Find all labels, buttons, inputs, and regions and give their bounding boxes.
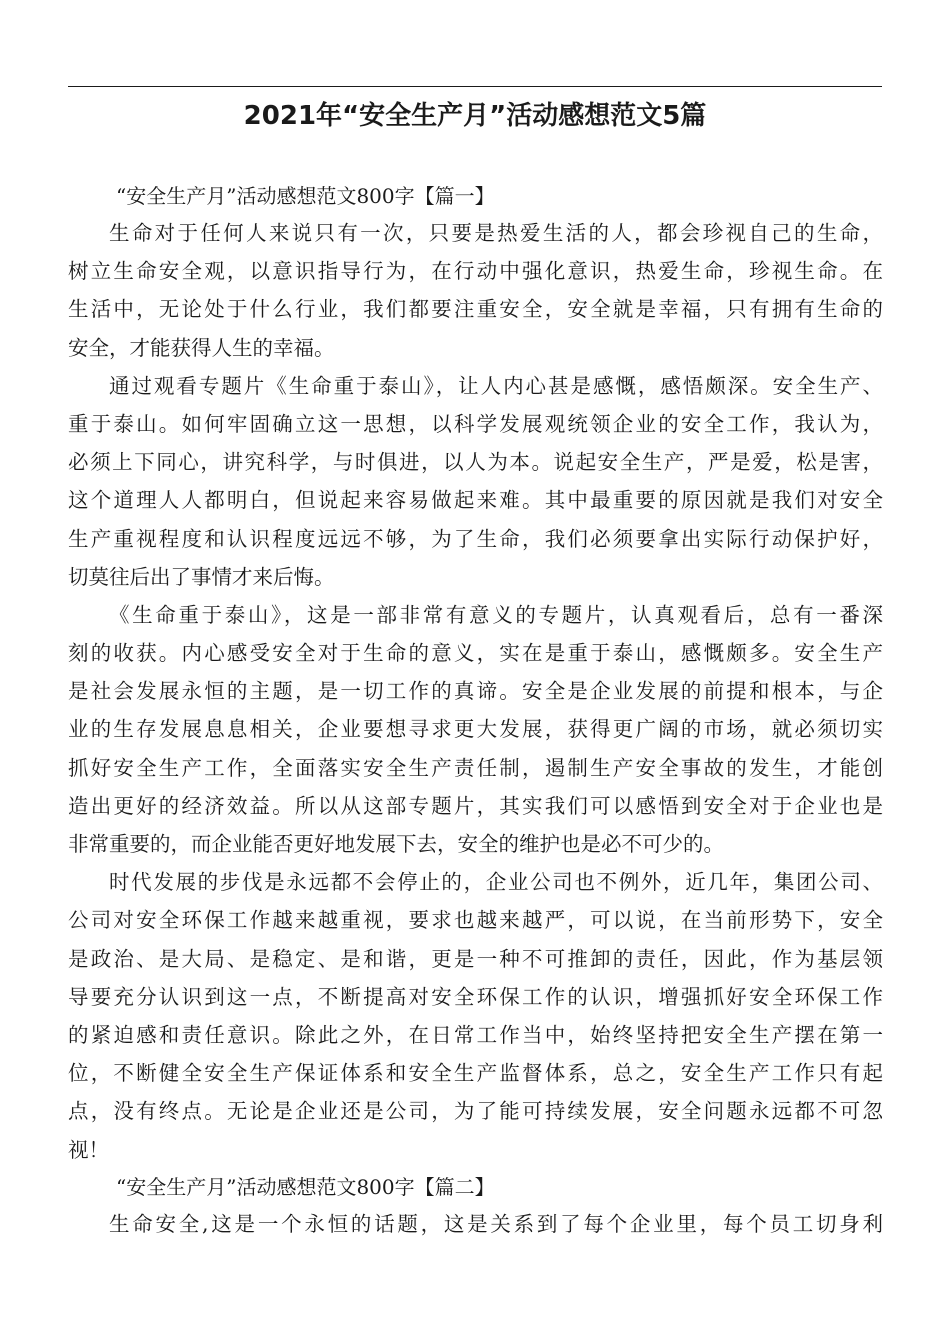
text-line: 切莫往后出了事情才来后悔。 (68, 564, 335, 589)
paragraph (68, 596, 883, 863)
text-line: 时代发展的步伐是永远都不会停止的，企业公司也不例外，近几年，集团公司、 (109, 870, 883, 895)
text-line: 必须上下同心，讲究科学，与时俱进，以人为本。说起安全生产，严是爱，松是害， (68, 450, 883, 475)
paragraph (68, 863, 883, 1169)
text-line: 抓好安全生产工作，全面落实安全生产责任制，遏制生产安全事故的发生，才能创 (68, 755, 883, 780)
text-line: 是社会发展永恒的主题，是一切工作的真谛。安全是企业发展的前提和根本，与企 (68, 679, 883, 704)
text-line: 《生命重于泰山》，这是一部非常有意义的专题片，认真观看后，总有一番深 (109, 602, 883, 627)
text-line: 是政治、是大局、是稳定、是和谐，更是一种不可推卸的责任，因此，作为基层领 (68, 946, 883, 971)
paragraph (68, 1205, 883, 1243)
text-line: 生命安全,这是一个永恒的话题，这是关系到了每个企业里，每个员工切身利 (109, 1211, 883, 1236)
paragraph (68, 214, 883, 367)
header-rule (68, 86, 882, 87)
text-line: 公司对安全环保工作越来越重视，要求也越来越严，可以说，在当前形势下，安全 (68, 908, 883, 933)
paragraph (68, 367, 883, 596)
section-heading: “安全生产月”活动感想范文800字【篇二】 (116, 1174, 495, 1199)
text-line: 业的生存发展息息相关，企业要想寻求更大发展，获得更广阔的市场，就必须切实 (68, 717, 883, 742)
text-line: 这个道理人人都明白，但说起来容易做起来难。其中最重要的原因就是我们对安全 (68, 488, 883, 513)
text-line: 非常重要的，而企业能否更好地发展下去，安全的维护也是必不可少的。 (68, 832, 724, 856)
text-line: 导要充分认识到这一点，不断提高对安全环保工作的认识，增强抓好安全环保工作 (68, 984, 883, 1009)
section-heading: “安全生产月”活动感想范文800字【篇一】 (116, 184, 495, 208)
text-line: 通过观看专题片《生命重于泰山》，让人内心甚是感慨，感悟颇深。安全生产、 (109, 373, 883, 398)
text-line: 视！ (68, 1137, 109, 1162)
text-line: 位，不断健全安全生产保证体系和安全生产监督体系，总之，安全生产工作只有起 (68, 1061, 883, 1086)
text-line: 刻的收获。内心感受安全对于生命的意义，实在是重于泰山，感慨颇多。安全生产 (68, 641, 883, 666)
document-title: 2021年“安全生产月”活动感想范文5篇 (243, 101, 707, 131)
text-line: 造出更好的经济效益。所以从这部专题片，其实我们可以感悟到安全对于企业也是 (68, 793, 883, 818)
text-line: 生命对于任何人来说只有一次，只要是热爱生活的人，都会珍视自己的生命， (109, 221, 883, 245)
text-line: 点，没有终点。无论是企业还是公司，为了能可持续发展，安全问题永远都不可忽 (68, 1099, 883, 1124)
text-line: 生产重视程度和认识程度远远不够，为了生命，我们必须要拿出实际行动保护好， (68, 526, 883, 551)
text-line: 树立生命安全观，以意识指导行为，在行动中强化意识，热爱生命，珍视生命。在 (68, 259, 883, 284)
text-line: 的紧迫感和责任意识。除此之外，在日常工作当中，始终坚持把安全生产摆在第一 (68, 1022, 883, 1047)
text-line: 生活中，无论处于什么行业，我们都要注重安全，安全就是幸福，只有拥有生命的 (68, 297, 883, 322)
text-line: 重于泰山。如何牢固确立这一思想，以科学发展观统领企业的安全工作，我认为， (68, 411, 883, 436)
document-body (68, 178, 883, 1243)
text-line: 安全，才能获得人生的幸福。 (68, 335, 335, 360)
